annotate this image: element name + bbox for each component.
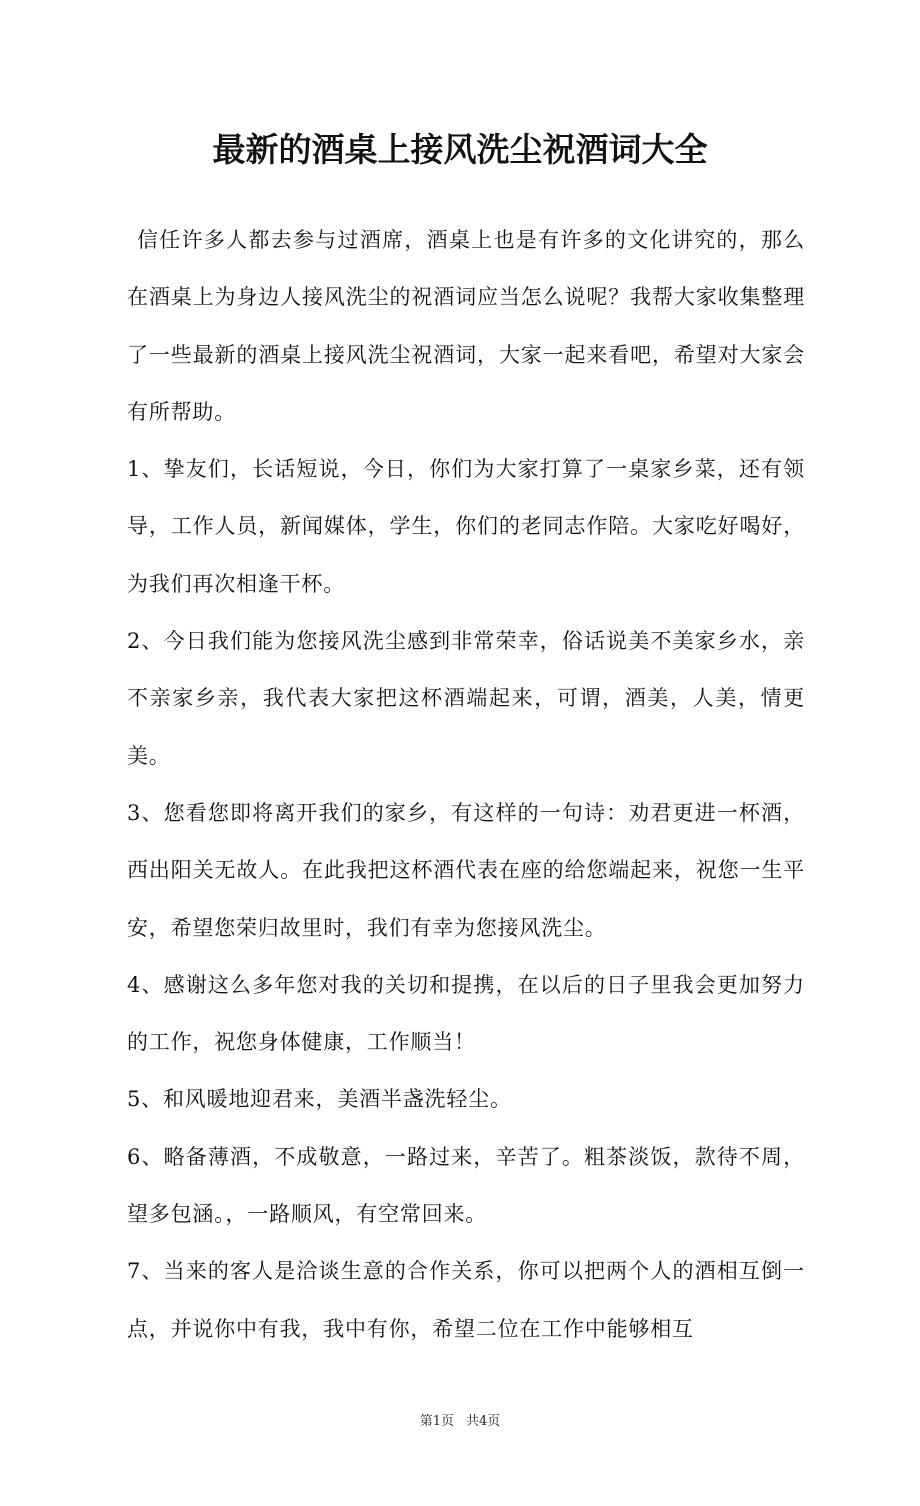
toast-item-1: 1、挚友们，长话短说，今日，你们为大家打算了一桌家乡菜，还有领导，工作人员，新闻媒体，学生，你们的老同志作陪。大家吃好喝好，为我们再次相逢干杯。: [127, 457, 805, 596]
document-body: [127, 212, 805, 1358]
toast-item-7: 7、当来的客人是洽谈生意的合作关系，你可以把两个人的酒相互倒一点，并说你中有我，我中有你，希望二位在工作中能够相互: [127, 1259, 805, 1341]
page-number: 第1页: [419, 1414, 454, 1429]
intro-paragraph: 信任许多人都去参与过酒席，酒桌上也是有许多的文化讲究的，那么在酒桌上为身边人接风洗尘的祝酒词应当怎么说呢？我帮大家收集整理了一些最新的酒桌上接风洗尘祝酒词，大家一起来看吧，希望对大家会有所帮助。: [127, 228, 805, 424]
toast-item-6: 6、略备薄酒，不成敬意，一路过来，辛苦了。粗茶淡饭，款待不周，望多包涵。，一路顺风，有空常回来。: [127, 1144, 805, 1227]
page-total: 共4页: [466, 1414, 501, 1429]
page-title: 最新的酒桌上接风洗尘祝酒词大全: [212, 130, 708, 169]
toast-item-2: 2、今日我们能为您接风洗尘感到非常荣幸，俗话说美不美家乡水，亲不亲家乡亲，我代表大家把这杯酒端起来，可谓，酒美，人美，情更美。: [127, 629, 805, 768]
toast-item-5: 5、和风暖地迎君来，美酒半盏洗轻尘。: [127, 1087, 512, 1112]
page-footer: [0, 1412, 920, 1432]
toast-item-3: 3、您看您即将离开我们的家乡，有这样的一句诗：劝君更进一杯酒，西出阳关无故人。在此我把这杯酒代表在座的给您端起来，祝您一生平安，希望您荣归故里时，我们有幸为您接风洗尘。: [127, 800, 805, 940]
toast-item-4: 4、感谢这么多年您对我的关切和提携，在以后的日子里我会更加努力的工作，祝您身体健康，工作顺当！: [127, 972, 805, 1055]
